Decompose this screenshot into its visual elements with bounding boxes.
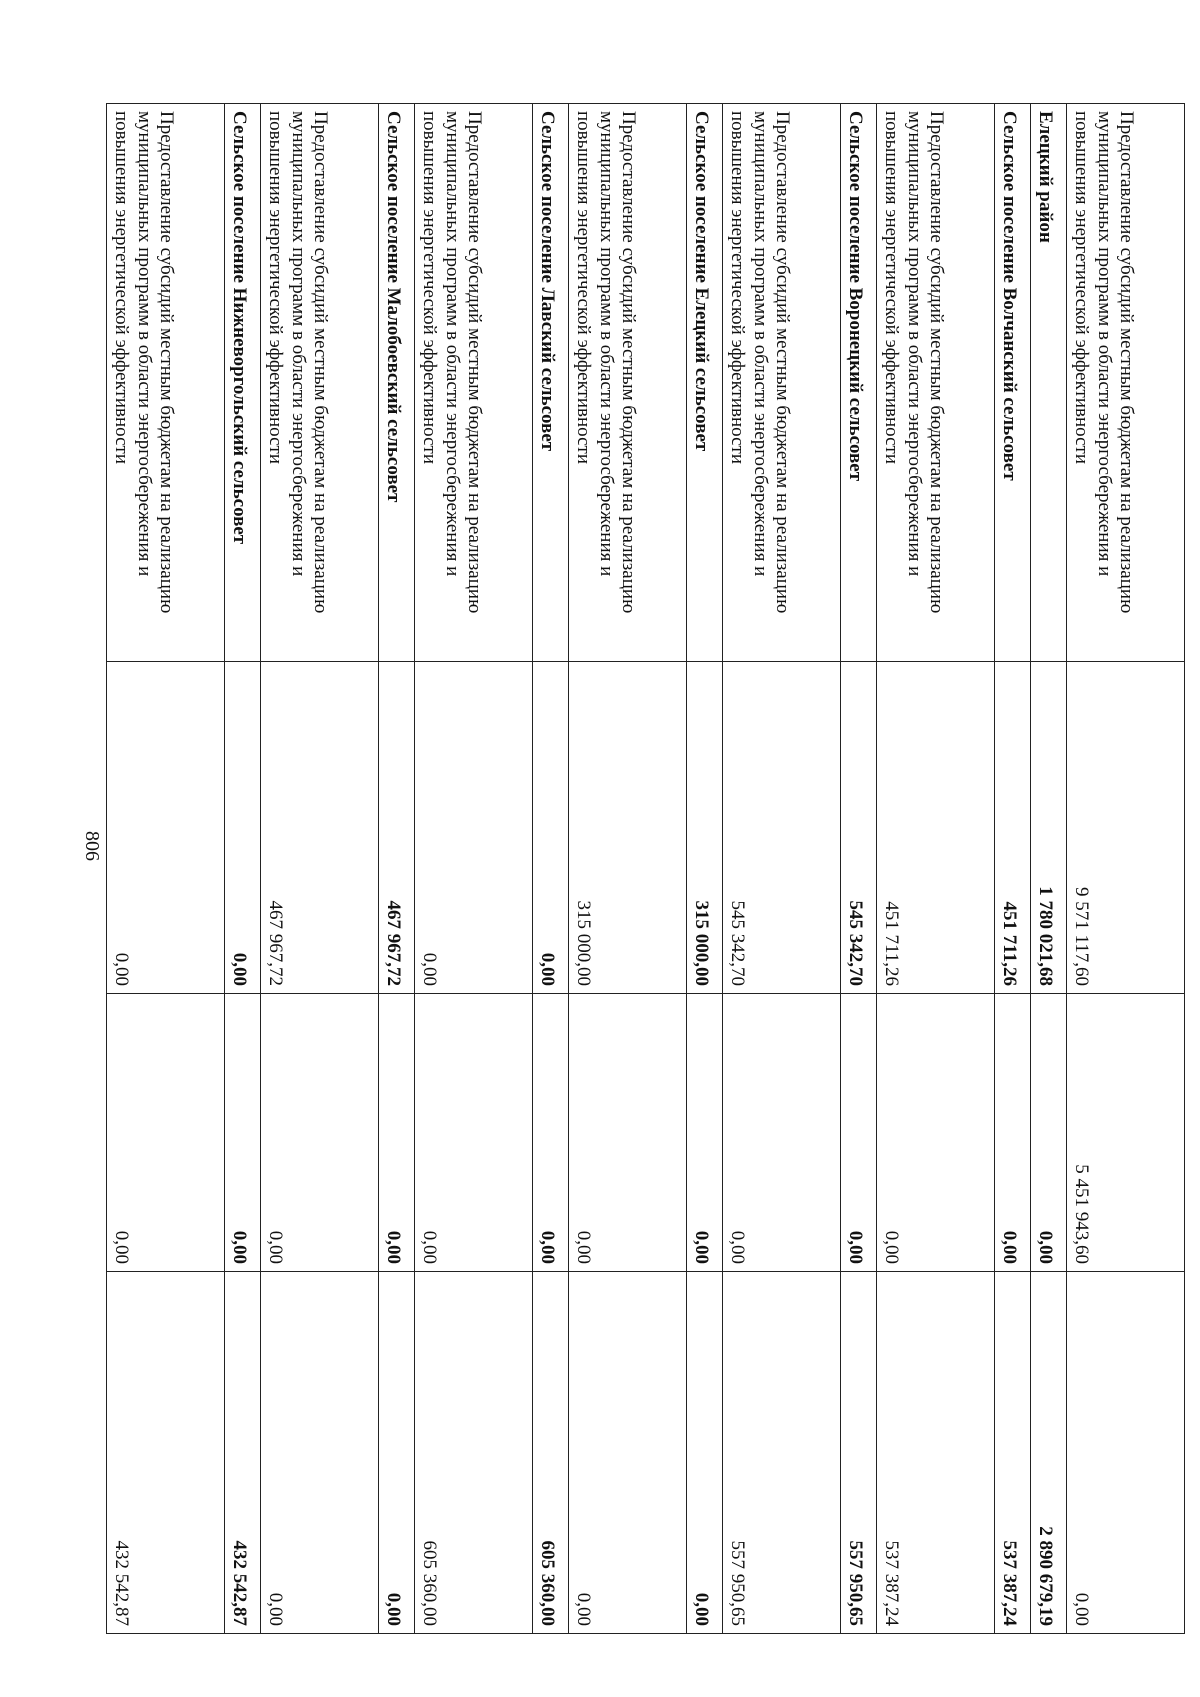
row-name: Предоставление субсидий местным бюджетам на реализацию муниципальных программ в области энергосбережения и повышения энергетической эффективности	[107, 104, 225, 662]
row-value-1: 315 000,00	[569, 662, 687, 994]
row-value-1: 0,00	[533, 662, 569, 994]
row-value-2: 0,00	[533, 994, 569, 1272]
row-value-3: 537 387,24	[877, 1272, 995, 1634]
row-value-1: 0,00	[107, 662, 225, 994]
row-value-2: 0,00	[415, 994, 533, 1272]
table-row	[107, 104, 225, 1634]
row-value-1: 9 571 117,60	[1067, 662, 1185, 994]
table-row	[877, 104, 995, 1634]
row-value-1: 315 000,00	[687, 662, 723, 994]
row-value-1: 467 967,72	[261, 662, 379, 994]
row-name: Елецкий район	[1031, 104, 1067, 662]
row-value-3: 605 360,00	[415, 1272, 533, 1634]
table-row	[533, 104, 569, 1634]
row-name: Сельское поселение Лавский сельсовет	[533, 104, 569, 662]
row-name: Предоставление субсидий местным бюджетам на реализацию муниципальных программ в области энергосбережения и повышения энергетической эффективности	[569, 104, 687, 662]
row-name: Предоставление субсидий местным бюджетам на реализацию муниципальных программ в области энергосбережения и повышения энергетической эффективности	[261, 104, 379, 662]
row-value-3: 0,00	[569, 1272, 687, 1634]
row-value-2: 0,00	[107, 994, 225, 1272]
row-value-3: 432 542,87	[107, 1272, 225, 1634]
row-value-1: 451 711,26	[877, 662, 995, 994]
row-value-3: 537 387,24	[995, 1272, 1031, 1634]
row-name: Сельское поселение Нижневоргольский сельсовет	[225, 104, 261, 662]
row-value-3: 432 542,87	[225, 1272, 261, 1634]
row-name: Предоставление субсидий местным бюджетам на реализацию муниципальных программ в области энергосбережения и повышения энергетической эффективности	[877, 104, 995, 662]
table-row	[569, 104, 687, 1634]
row-value-2: 0,00	[379, 994, 415, 1272]
row-value-2: 0,00	[261, 994, 379, 1272]
row-value-1: 545 342,70	[723, 662, 841, 994]
table-row	[225, 104, 261, 1634]
row-value-1: 0,00	[415, 662, 533, 994]
row-value-1: 1 780 021,68	[1031, 662, 1067, 994]
row-name: Сельское поселение Малобоевский сельсовет	[379, 104, 415, 662]
row-value-3: 0,00	[1067, 1272, 1185, 1634]
row-value-2: 0,00	[995, 994, 1031, 1272]
row-name: Сельское поселение Елецкий сельсовет	[687, 104, 723, 662]
row-value-2: 0,00	[723, 994, 841, 1272]
row-value-3: 2 890 679,19	[1031, 1272, 1067, 1634]
row-value-1: 451 711,26	[995, 662, 1031, 994]
row-value-3: 605 360,00	[533, 1272, 569, 1634]
row-value-2: 5 451 943,60	[1067, 994, 1185, 1272]
row-value-2: 0,00	[877, 994, 995, 1272]
table-row	[995, 104, 1031, 1634]
row-value-3: 557 950,65	[841, 1272, 877, 1634]
row-value-1: 545 342,70	[841, 662, 877, 994]
row-value-2: 0,00	[841, 994, 877, 1272]
row-value-2: 0,00	[1031, 994, 1067, 1272]
row-name: Предоставление субсидий местным бюджетам на реализацию муниципальных программ в области энергосбережения и повышения энергетической эффективности	[415, 104, 533, 662]
row-name: Предоставление субсидий местным бюджетам на реализацию муниципальных программ в области энергосбережения и повышения энергетической эффективности	[1067, 104, 1185, 662]
page-number: 806	[81, 831, 104, 861]
table-row	[687, 104, 723, 1634]
row-value-2: 0,00	[687, 994, 723, 1272]
table-row	[261, 104, 379, 1634]
row-value-3: 0,00	[261, 1272, 379, 1634]
row-name: Предоставление субсидий местным бюджетам на реализацию муниципальных программ в области энергосбережения и повышения энергетической эффективности	[723, 104, 841, 662]
table-row	[1031, 104, 1067, 1634]
rotated-table-container	[111, 103, 1185, 1633]
row-name: Сельское поселение Воронецкий сельсовет	[841, 104, 877, 662]
table-row	[415, 104, 533, 1634]
row-value-3: 0,00	[687, 1272, 723, 1634]
row-value-2: 0,00	[569, 994, 687, 1272]
row-value-2: 0,00	[225, 994, 261, 1272]
row-value-3: 0,00	[379, 1272, 415, 1634]
table-row	[1067, 104, 1185, 1634]
row-name: Сельское поселение Волчанский сельсовет	[995, 104, 1031, 662]
row-value-1: 467 967,72	[379, 662, 415, 994]
table-row	[841, 104, 877, 1634]
table-row	[379, 104, 415, 1634]
row-value-3: 557 950,65	[723, 1272, 841, 1634]
table-row	[723, 104, 841, 1634]
budget-table	[106, 103, 1185, 1634]
row-value-1: 0,00	[225, 662, 261, 994]
